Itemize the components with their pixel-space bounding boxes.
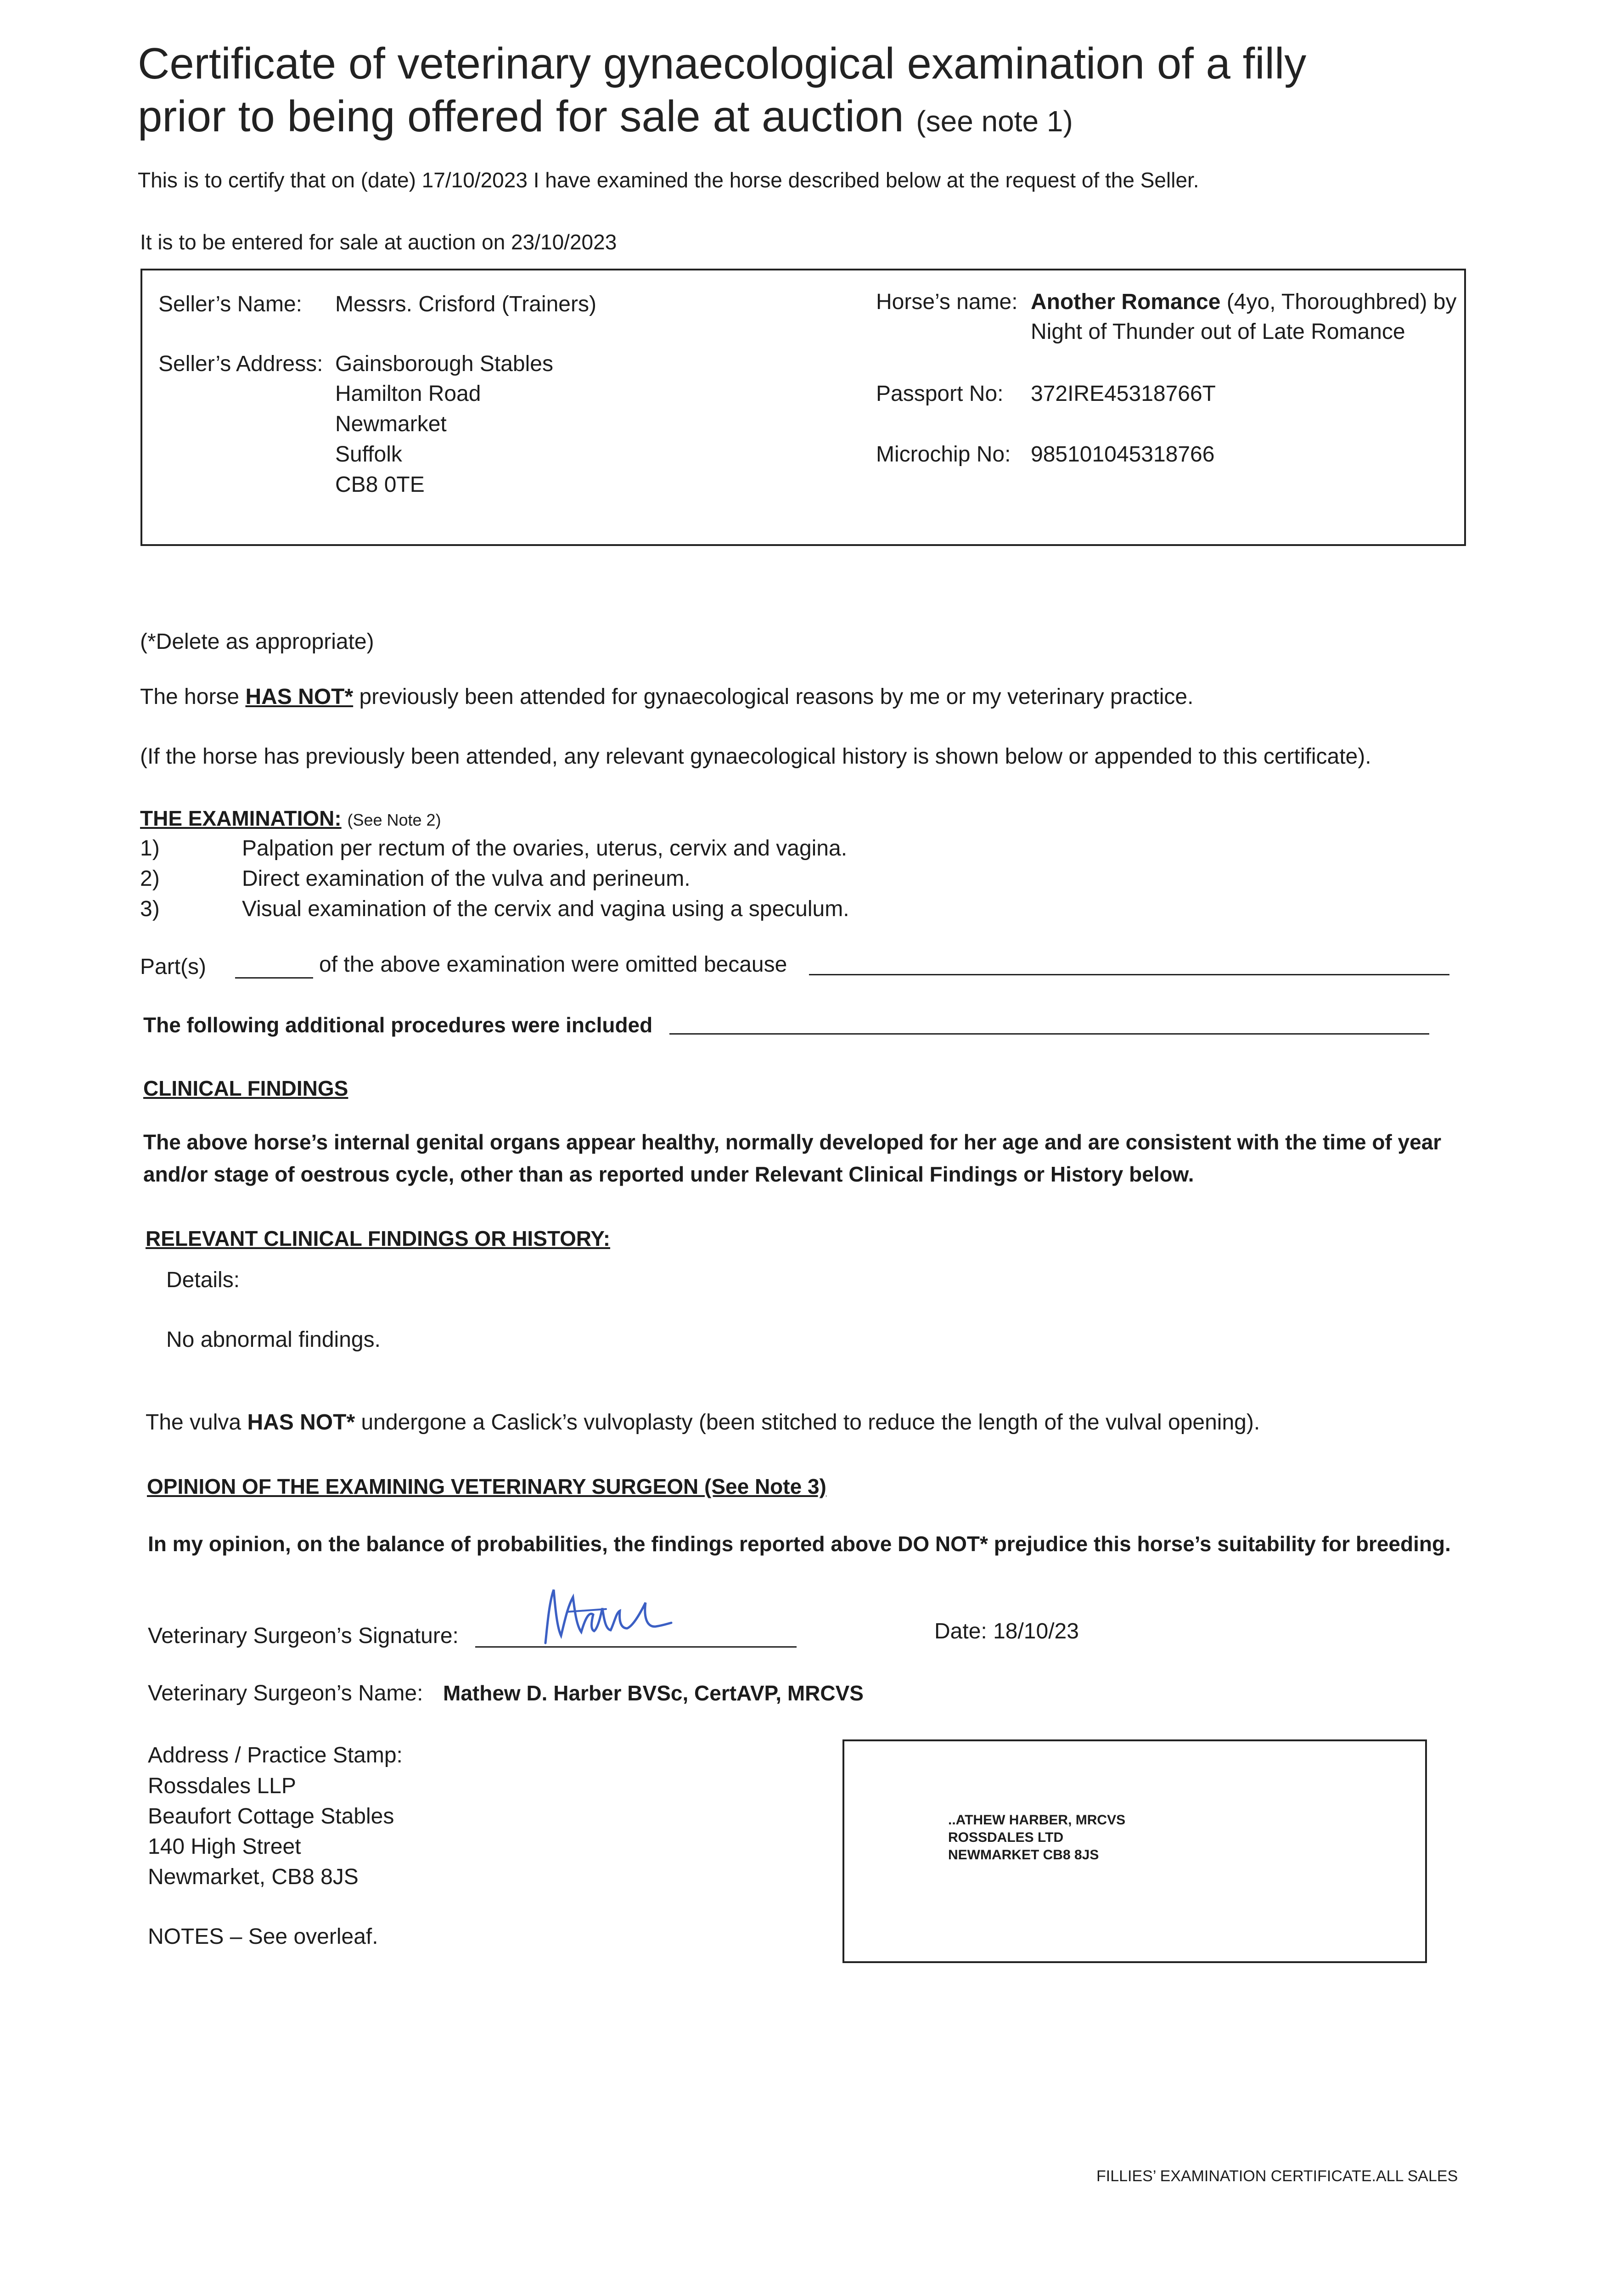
exam-item-3-text: Visual examination of the cervix and vagina using a speculum.: [242, 897, 849, 921]
signature-label: Veterinary Surgeon’s Signature:: [148, 1624, 459, 1648]
exam-item-3-num: 3): [140, 897, 160, 921]
date-value: 18/10/23: [993, 1619, 1079, 1643]
clinical-heading: CLINICAL FINDINGS: [143, 1076, 348, 1100]
relevant-heading: RELEVANT CLINICAL FINDINGS OR HISTORY:: [146, 1227, 611, 1250]
practice-label: Address / Practice Stamp:: [148, 1743, 403, 1767]
delete-note: (*Delete as appropriate): [140, 630, 374, 654]
practice-stamp-box: [842, 1739, 1427, 1963]
footer-label: FILLIES’ EXAMINATION CERTIFICATE.ALL SALES: [1096, 2167, 1458, 2185]
notes-overleaf: NOTES – See overleaf.: [148, 1925, 378, 1949]
horse-name-label: Horse’s name:: [876, 290, 1018, 314]
omitted-prefix: Part(s): [140, 955, 206, 979]
seller-address-line-4: Suffolk: [335, 442, 402, 467]
auction-text: It is to be entered for sale at auction on 23/10/2023: [140, 230, 617, 254]
certify-text: This is to certify that on (date) 17/10/2023 I have examined the horse described below at the request of the Seller.: [138, 168, 1199, 192]
vulva-suffix: undergone a Caslick’s vulvoplasty (been stitched to reduce the length of the vulval opening).: [361, 1410, 1260, 1435]
vet-name-label: Veterinary Surgeon’s Name:: [148, 1681, 423, 1705]
exam-item-2-text: Direct examination of the vulva and perineum.: [242, 867, 691, 891]
details-label: Details:: [166, 1268, 240, 1292]
seller-address-line-2: Hamilton Road: [335, 382, 481, 406]
exam-item-1-text: Palpation per rectum of the ovaries, uterus, cervix and vagina.: [242, 836, 848, 861]
horse-name-value: Another Romance: [1031, 290, 1221, 314]
previous-note: (If the horse has previously been attended, any relevant gynaecological history is shown below or appended to this certificate).: [140, 744, 1371, 769]
examination-heading: THE EXAMINATION:: [140, 806, 342, 830]
opinion-heading: OPINION OF THE EXAMINING VETERINARY SURGEON (See Note 3): [147, 1474, 826, 1498]
date-row: [934, 1619, 1079, 1644]
omitted-reason-line: [809, 974, 1449, 975]
omitted-suffix: of the above examination were omitted because: [319, 952, 787, 977]
seller-address-label: Seller’s Address:: [158, 352, 323, 376]
vulva-statement: [146, 1410, 1260, 1435]
seller-address-line-5: CB8 0TE: [335, 473, 425, 497]
title-note: (see note 1): [916, 105, 1073, 138]
attended-statement: [140, 684, 1193, 709]
seller-name-value: Messrs. Crisford (Trainers): [335, 292, 596, 316]
vulva-prefix: The vulva: [146, 1410, 241, 1435]
title-line-2-text: prior to being offered for sale at auction: [138, 92, 904, 141]
stamp-line-2: ROSSDALES LTD: [948, 1830, 1064, 1845]
practice-line-4: Newmarket, CB8 8JS: [148, 1865, 359, 1889]
horse-name-row: [1031, 289, 1456, 315]
vulva-emph: HAS NOT*: [247, 1410, 355, 1435]
stamp-line-1: ..ATHEW HARBER, MRCVS: [948, 1812, 1126, 1828]
clinical-text-1: The above horse’s internal genital organs appear healthy, normally developed for her age and are consistent with the time of year: [143, 1130, 1442, 1154]
practice-line-1: Rossdales LLP: [148, 1774, 296, 1798]
horse-details-1: (4yo, Thoroughbred) by: [1226, 290, 1457, 314]
title-line-2: [138, 90, 1073, 148]
details-value: No abnormal findings.: [166, 1328, 381, 1352]
opinion-text: In my opinion, on the balance of probabilities, the findings reported above DO NOT* prejudice this horse’s suitability for breeding.: [148, 1532, 1451, 1556]
omitted-parts-line: [235, 977, 313, 979]
passport-value: 372IRE45318766T: [1031, 382, 1216, 406]
clinical-text-2: and/or stage of oestrous cycle, other than as reported under Relevant Clinical Findings or History below.: [143, 1162, 1194, 1186]
additional-procedures-line: [669, 1033, 1429, 1035]
seller-name-label: Seller’s Name:: [158, 292, 303, 316]
seller-address-line-1: Gainsborough Stables: [335, 352, 553, 376]
signature-scribble: [537, 1584, 675, 1649]
microchip-value: 985101045318766: [1031, 442, 1215, 467]
microchip-label: Microchip No:: [876, 442, 1011, 467]
exam-item-1-num: 1): [140, 836, 160, 861]
attended-emph: HAS NOT*: [245, 685, 354, 709]
examination-heading-row: [140, 806, 441, 831]
attended-suffix: previously been attended for gynaecological reasons by me or my veterinary practice.: [359, 685, 1194, 709]
date-label: Date:: [934, 1619, 987, 1643]
additional-procedures: The following additional procedures were included: [143, 1013, 653, 1037]
examination-note: (See Note 2): [347, 810, 441, 829]
vet-name-value: Mathew D. Harber BVSc, CertAVP, MRCVS: [443, 1681, 864, 1705]
seller-address-line-3: Newmarket: [335, 412, 447, 436]
title-line-1: Certificate of veterinary gynaecological examination of a filly: [138, 39, 1307, 88]
practice-line-3: 140 High Street: [148, 1835, 301, 1859]
horse-details-2: Night of Thunder out of Late Romance: [1031, 320, 1405, 344]
practice-line-2: Beaufort Cottage Stables: [148, 1804, 394, 1829]
exam-item-2-num: 2): [140, 867, 160, 891]
passport-label: Passport No:: [876, 382, 1004, 406]
stamp-line-3: NEWMARKET CB8 8JS: [948, 1847, 1099, 1863]
attended-prefix: The horse: [140, 685, 240, 709]
